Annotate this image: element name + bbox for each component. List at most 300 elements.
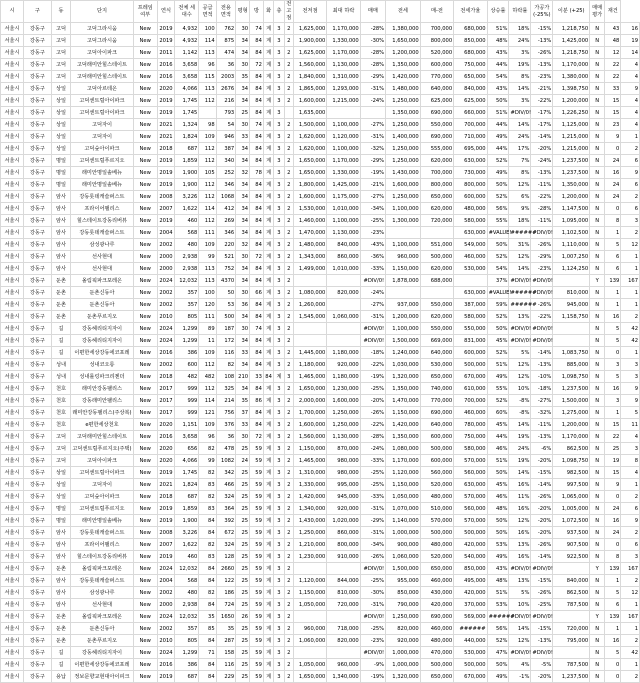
table-cell[interactable]: 551,000 [420,239,453,251]
table-cell[interactable]: 3 [274,347,284,359]
table-cell[interactable]: 1,465,000 [293,455,326,467]
table-cell[interactable]: 2 [284,623,293,635]
table-cell[interactable]: 고덕센트럴푸르지오 [71,503,133,515]
table-cell[interactable]: #DIV/0! [509,107,531,119]
table-cell[interactable]: -15% [531,623,553,635]
table-cell[interactable]: 860,000 [327,527,360,539]
table-cell[interactable]: 12% [509,179,531,191]
table-cell[interactable]: -32% [360,143,385,155]
table-cell[interactable]: 9 [605,479,621,491]
table-cell[interactable]: 2016 [157,431,174,443]
table-cell[interactable]: N [590,623,605,635]
table-cell[interactable]: -26% [531,491,553,503]
table-cell[interactable] [327,647,360,659]
table-cell[interactable]: 521 [216,251,236,263]
table-cell[interactable]: 3 [274,71,284,83]
table-cell[interactable]: 3 [621,551,640,563]
table-cell[interactable]: -13% [531,59,553,71]
table-cell[interactable]: 3 [274,575,284,587]
table-cell[interactable]: 1 [605,287,621,299]
table-cell[interactable]: 460,000 [420,575,453,587]
table-cell[interactable]: New [133,623,157,635]
table-cell[interactable]: 82 [199,443,216,455]
table-cell[interactable]: 2 [621,491,640,503]
table-cell[interactable]: 650,000 [420,191,453,203]
table-cell[interactable]: -31% [360,131,385,143]
table-cell[interactable]: 1,100,000 [386,239,421,251]
table-cell[interactable]: 성내 [51,371,71,383]
table-cell[interactable]: 50% [487,467,509,479]
table-cell[interactable]: 25 [605,443,621,455]
table-cell[interactable]: 1,226,250 [553,107,590,119]
table-cell[interactable]: 24 [605,155,621,167]
table-cell[interactable]: N [590,371,605,383]
table-cell[interactable]: 강동헤리티지자이 [71,323,133,335]
table-cell[interactable]: 강동구 [24,587,52,599]
table-cell[interactable]: 1,340,000 [327,671,360,683]
table-cell[interactable]: 강동구 [24,575,52,587]
table-cell[interactable]: e편한세상천호 [71,419,133,431]
table-cell[interactable]: -28% [360,47,385,59]
table-cell[interactable]: 1082 [216,455,236,467]
table-cell[interactable]: 820,000 [386,623,421,635]
table-cell[interactable]: 478 [216,443,236,455]
table-cell[interactable]: 84 [250,179,264,191]
table-cell[interactable]: 1 [621,287,640,299]
table-cell[interactable]: 계 [263,143,273,155]
table-cell[interactable]: 천호 [51,395,71,407]
table-cell[interactable]: 109 [199,347,216,359]
table-cell[interactable] [293,647,326,659]
column-header[interactable]: 전세가율 [454,1,487,23]
table-cell[interactable]: 520,000 [420,551,453,563]
table-cell[interactable]: 14% [509,623,531,635]
table-cell[interactable]: 955,000 [386,575,421,587]
table-cell[interactable]: 112 [199,191,216,203]
table-cell[interactable]: 2 [284,35,293,47]
table-cell[interactable]: 386 [175,347,199,359]
table-cell[interactable]: 172 [216,335,236,347]
table-cell[interactable]: 45% [487,335,509,347]
table-cell[interactable]: 강동구 [24,119,52,131]
table-cell[interactable]: 570,000 [454,515,487,527]
table-cell[interactable]: 서울시 [1,479,24,491]
table-cell[interactable]: 34 [236,263,250,275]
table-cell[interactable]: 강동구 [24,419,52,431]
table-cell[interactable]: 서울시 [1,143,24,155]
table-cell[interactable]: 530,000 [454,263,487,275]
column-header[interactable]: 최대 하락 [327,1,360,23]
table-cell[interactable]: New [133,671,157,683]
table-cell[interactable]: -33% [360,455,385,467]
table-cell[interactable]: -17% [531,119,553,131]
table-cell[interactable]: 43% [487,83,509,95]
table-cell[interactable]: 계 [263,347,273,359]
table-cell[interactable]: 계 [263,671,273,683]
table-cell[interactable]: 서울시 [1,179,24,191]
table-cell[interactable]: N [590,215,605,227]
table-cell[interactable]: New [133,503,157,515]
table-cell[interactable]: 계 [263,131,273,143]
table-cell[interactable]: 고덕센트럴푸르지오 [71,155,133,167]
table-cell[interactable]: 982,500 [553,467,590,479]
table-cell[interactable]: 920,000 [327,359,360,371]
table-cell[interactable]: 460,000 [454,251,487,263]
table-cell[interactable]: 계 [263,467,273,479]
table-cell[interactable]: 43% [487,47,509,59]
table-cell[interactable]: 고덕아이파크 [71,455,133,467]
table-cell[interactable]: 3 [274,227,284,239]
table-cell[interactable]: 계 [263,455,273,467]
table-cell[interactable]: 30 [236,119,250,131]
table-cell[interactable]: 540,000 [454,551,487,563]
table-cell[interactable]: New [133,491,157,503]
table-cell[interactable]: 25 [236,587,250,599]
table-cell[interactable]: 2 [284,407,293,419]
table-cell[interactable]: 580,000 [454,311,487,323]
table-cell[interactable]: 1,420,000 [293,491,326,503]
table-cell[interactable]: 920,000 [386,635,421,647]
table-cell[interactable]: -22% [360,359,385,371]
table-cell[interactable]: 1,340,000 [293,503,326,515]
table-cell[interactable]: 800,000 [327,539,360,551]
table-cell[interactable]: 0 [605,491,621,503]
table-cell[interactable]: 84 [250,275,264,287]
table-cell[interactable]: 래미안강동팰리스(주상복) [71,407,133,419]
table-cell[interactable]: 3 [274,599,284,611]
table-cell[interactable]: 2 [284,275,293,287]
table-cell[interactable]: 1,470,000 [386,395,421,407]
table-cell[interactable]: 강동구 [24,311,52,323]
table-cell[interactable]: 1,060,000 [386,551,421,563]
column-header[interactable]: 재건 [605,1,621,23]
table-cell[interactable]: 59 [250,479,264,491]
table-cell[interactable]: 강동구 [24,47,52,59]
table-cell[interactable]: 3 [274,287,284,299]
table-cell[interactable]: New [133,431,157,443]
table-cell[interactable]: 1,425,000 [553,35,590,47]
table-cell[interactable]: 서울시 [1,263,24,275]
table-cell[interactable]: 84 [199,575,216,587]
table-cell[interactable]: 용납 [51,671,71,683]
table-cell[interactable]: 2024 [157,563,174,575]
table-cell[interactable]: 계 [263,239,273,251]
table-cell[interactable]: 420,000 [454,587,487,599]
table-cell[interactable]: 계 [263,539,273,551]
table-cell[interactable]: 52% [487,191,509,203]
table-cell[interactable]: 길 [51,659,71,671]
table-cell[interactable]: 3,226 [175,527,199,539]
table-cell[interactable]: 3 [274,239,284,251]
table-cell[interactable]: 1,600,000 [293,419,326,431]
table-cell[interactable]: 34 [236,311,250,323]
table-cell[interactable]: 2024 [157,335,174,347]
table-cell[interactable]: 3% [509,47,531,59]
table-cell[interactable]: 862,500 [553,587,590,599]
table-cell[interactable]: 14% [509,467,531,479]
table-cell[interactable]: 둔촌신동아 [71,623,133,635]
table-cell[interactable]: 래미안강동팰리스 [71,383,133,395]
table-cell[interactable]: 고덕자이 [71,131,133,143]
table-cell[interactable]: 922,500 [553,551,590,563]
table-cell[interactable]: 명일 [51,179,71,191]
table-cell[interactable]: New [133,563,157,575]
table-cell[interactable]: 고덕 [51,47,71,59]
column-header[interactable]: 하락률 [509,1,531,23]
table-cell[interactable]: 1,218,750 [553,23,590,35]
table-cell[interactable]: -25% [531,599,553,611]
table-cell[interactable]: 서울시 [1,35,24,47]
table-cell[interactable]: 167 [621,563,640,575]
table-cell[interactable]: 강동구 [24,203,52,215]
table-cell[interactable]: 2019 [157,167,174,179]
table-cell[interactable]: 명일 [51,167,71,179]
table-cell[interactable]: 고덕그라시움 [71,23,133,35]
table-cell[interactable]: 올림픽파크포레온 [71,611,133,623]
table-cell[interactable]: New [133,311,157,323]
column-header[interactable]: 구 [24,1,52,23]
table-cell[interactable]: 계 [263,503,273,515]
table-cell[interactable]: 강동구 [24,503,52,515]
table-cell[interactable]: 1,560,000 [293,431,326,443]
table-cell[interactable]: 2,938 [175,599,199,611]
table-cell[interactable]: 서울시 [1,443,24,455]
table-cell[interactable]: 계 [263,407,273,419]
table-cell[interactable]: 1,480,000 [293,239,326,251]
table-cell[interactable]: 640,000 [420,419,453,431]
column-header[interactable]: 단지 [71,1,133,23]
table-cell[interactable]: N [590,71,605,83]
table-cell[interactable]: N [590,23,605,35]
table-cell[interactable]: 113 [199,47,216,59]
table-cell[interactable]: 3 [605,395,621,407]
table-cell[interactable]: 54% [487,263,509,275]
table-cell[interactable]: 2 [284,419,293,431]
table-cell[interactable]: 50% [487,527,509,539]
table-cell[interactable]: 56% [487,203,509,215]
table-cell[interactable]: 2019 [157,515,174,527]
table-cell[interactable]: 2 [621,635,640,647]
table-cell[interactable]: 암사 [51,551,71,563]
table-cell[interactable]: 1,824 [175,479,199,491]
table-cell[interactable]: 래미안명일솔베뉴 [71,167,133,179]
table-cell[interactable]: 2018 [157,491,174,503]
table-cell[interactable]: New [133,479,157,491]
table-cell[interactable]: 690,000 [420,107,453,119]
table-cell[interactable]: 암사 [51,575,71,587]
table-cell[interactable] [454,275,487,287]
table-cell[interactable]: -8% [509,395,531,407]
table-cell[interactable]: New [133,371,157,383]
table-cell[interactable]: 466 [216,479,236,491]
table-cell[interactable]: 34 [236,35,250,47]
table-cell[interactable]: 109 [199,239,216,251]
table-cell[interactable]: 1,050,000 [293,659,326,671]
table-cell[interactable]: 600,000 [420,431,453,443]
table-cell[interactable]: 34 [236,95,250,107]
table-cell[interactable]: 960,000 [293,623,326,635]
table-cell[interactable]: 계 [263,395,273,407]
table-cell[interactable]: 82 [199,467,216,479]
table-cell[interactable]: 둔촌 [51,623,71,635]
table-cell[interactable]: N [590,359,605,371]
table-cell[interactable]: 25 [236,551,250,563]
table-cell[interactable]: -18% [531,383,553,395]
table-cell[interactable]: 1,215,000 [327,95,360,107]
table-cell[interactable]: 78 [250,167,264,179]
table-cell[interactable]: 1,130,000 [327,431,360,443]
table-cell[interactable]: 34 [236,83,250,95]
table-cell[interactable]: -11% [531,215,553,227]
table-cell[interactable]: 2024 [157,323,174,335]
table-cell[interactable]: 24% [509,131,531,143]
table-cell[interactable]: 3 [621,215,640,227]
table-cell[interactable]: #DIV/0! [360,647,385,659]
table-cell[interactable]: N [590,83,605,95]
table-cell[interactable]: 780,000 [454,419,487,431]
table-cell[interactable]: #DIV/0! [509,323,531,335]
table-cell[interactable]: 74 [250,323,264,335]
table-cell[interactable]: 2 [284,455,293,467]
table-cell[interactable]: 3 [284,371,293,383]
table-cell[interactable]: 25 [236,467,250,479]
table-cell[interactable]: 고덕숲아이파크 [71,143,133,155]
table-cell[interactable]: 계 [263,491,273,503]
table-cell[interactable]: 84 [250,155,264,167]
table-cell[interactable]: 325 [216,383,236,395]
table-cell[interactable]: 34 [236,227,250,239]
table-cell[interactable]: 서울시 [1,323,24,335]
table-cell[interactable]: 1,865,000 [293,83,326,95]
table-cell[interactable]: 55% [487,383,509,395]
table-cell[interactable]: N [590,107,605,119]
table-cell[interactable]: 1,102,500 [553,227,590,239]
table-cell[interactable]: 56% [487,623,509,635]
table-cell[interactable]: 올림픽파크포레온 [71,275,133,287]
table-cell[interactable]: 계 [263,119,273,131]
table-cell[interactable]: 115 [199,71,216,83]
table-cell[interactable]: 139 [605,611,621,623]
table-cell[interactable]: 1,900,000 [293,35,326,47]
table-cell[interactable]: New [133,275,157,287]
table-cell[interactable]: 48 [605,35,621,47]
table-cell[interactable]: 820,000 [327,635,360,647]
table-cell[interactable]: 3 [274,155,284,167]
column-header[interactable]: 가공가 (-25%) [531,1,553,23]
table-cell[interactable]: 620,000 [420,311,453,323]
table-cell[interactable]: 강동구 [24,107,52,119]
table-cell[interactable]: 186 [216,587,236,599]
table-cell[interactable]: 프라이어팰리스 [71,539,133,551]
table-cell[interactable]: 강동구 [24,263,52,275]
table-cell[interactable]: ###### [509,299,531,311]
table-cell[interactable]: 357 [175,623,199,635]
table-cell[interactable]: New [133,323,157,335]
table-cell[interactable]: 324 [216,539,236,551]
table-cell[interactable]: #DIV/0! [360,611,385,623]
table-cell[interactable]: -19% [360,167,385,179]
table-cell[interactable]: 1,650,000 [293,671,326,683]
table-cell[interactable]: N [590,599,605,611]
table-cell[interactable]: 35 [236,71,250,83]
table-cell[interactable]: 51% [487,455,509,467]
table-cell[interactable]: N [590,35,605,47]
table-cell[interactable]: 1,300,000 [386,215,421,227]
table-cell[interactable]: 1,150,000 [386,263,421,275]
table-cell[interactable]: -30% [360,35,385,47]
table-cell[interactable]: -29% [360,515,385,527]
table-cell[interactable] [553,611,590,623]
table-cell[interactable]: 1,859 [175,503,199,515]
table-cell[interactable]: -31% [360,83,385,95]
table-cell[interactable]: 1,130,000 [327,59,360,71]
table-cell[interactable]: 2 [284,479,293,491]
table-cell[interactable]: 2 [284,551,293,563]
table-cell[interactable]: 1,170,000 [327,47,360,59]
table-cell[interactable]: N [590,407,605,419]
table-cell[interactable]: 2 [284,431,293,443]
table-cell[interactable]: -25% [360,215,385,227]
table-cell[interactable]: 114 [199,35,216,47]
table-cell[interactable]: -23% [360,635,385,647]
table-cell[interactable]: 35 [199,611,216,623]
table-cell[interactable]: 710,000 [454,131,487,143]
table-cell[interactable]: #DIV/0! [531,227,553,239]
table-cell[interactable]: 선사현대 [71,263,133,275]
table-cell[interactable]: 420,000 [454,539,487,551]
table-cell[interactable]: 2 [284,167,293,179]
table-cell[interactable]: 34 [236,47,250,59]
table-cell[interactable]: 840,000 [327,239,360,251]
table-cell[interactable]: 계 [263,587,273,599]
table-cell[interactable]: 13% [509,311,531,323]
table-cell[interactable]: 4,932 [175,35,199,47]
table-cell[interactable]: 1,150,000 [386,479,421,491]
table-cell[interactable]: 52% [487,347,509,359]
table-cell[interactable]: 44% [487,143,509,155]
table-cell[interactable]: 66 [250,287,264,299]
table-cell[interactable]: 82 [199,587,216,599]
table-cell[interactable]: 3 [274,119,284,131]
table-cell[interactable]: New [133,659,157,671]
table-cell[interactable]: New [133,131,157,143]
table-cell[interactable] [327,611,360,623]
table-cell[interactable]: 844,000 [327,575,360,587]
table-cell[interactable]: 2 [284,527,293,539]
table-cell[interactable]: 74 [250,119,264,131]
table-cell[interactable]: 3 [621,371,640,383]
column-header[interactable]: 화 [263,1,273,23]
table-cell[interactable]: 30 [236,23,250,35]
table-cell[interactable]: 강동구 [24,275,52,287]
table-cell[interactable]: 48% [487,575,509,587]
table-cell[interactable]: -14% [531,131,553,143]
table-cell[interactable]: 59 [250,599,264,611]
table-cell[interactable]: 3 [274,647,284,659]
table-cell[interactable]: 서울시 [1,167,24,179]
table-cell[interactable]: 680,000 [454,47,487,59]
table-cell[interactable]: 1,124,250 [553,263,590,275]
table-cell[interactable]: 둔촌 [51,299,71,311]
table-cell[interactable]: 2007 [157,539,174,551]
table-cell[interactable]: 84 [199,659,216,671]
table-cell[interactable]: 520,000 [420,479,453,491]
table-cell[interactable]: 계 [263,287,273,299]
table-cell[interactable]: 1,500,000 [386,563,421,575]
table-cell[interactable]: 계 [263,419,273,431]
table-cell[interactable]: 875 [216,35,236,47]
table-cell[interactable]: 3 [274,203,284,215]
